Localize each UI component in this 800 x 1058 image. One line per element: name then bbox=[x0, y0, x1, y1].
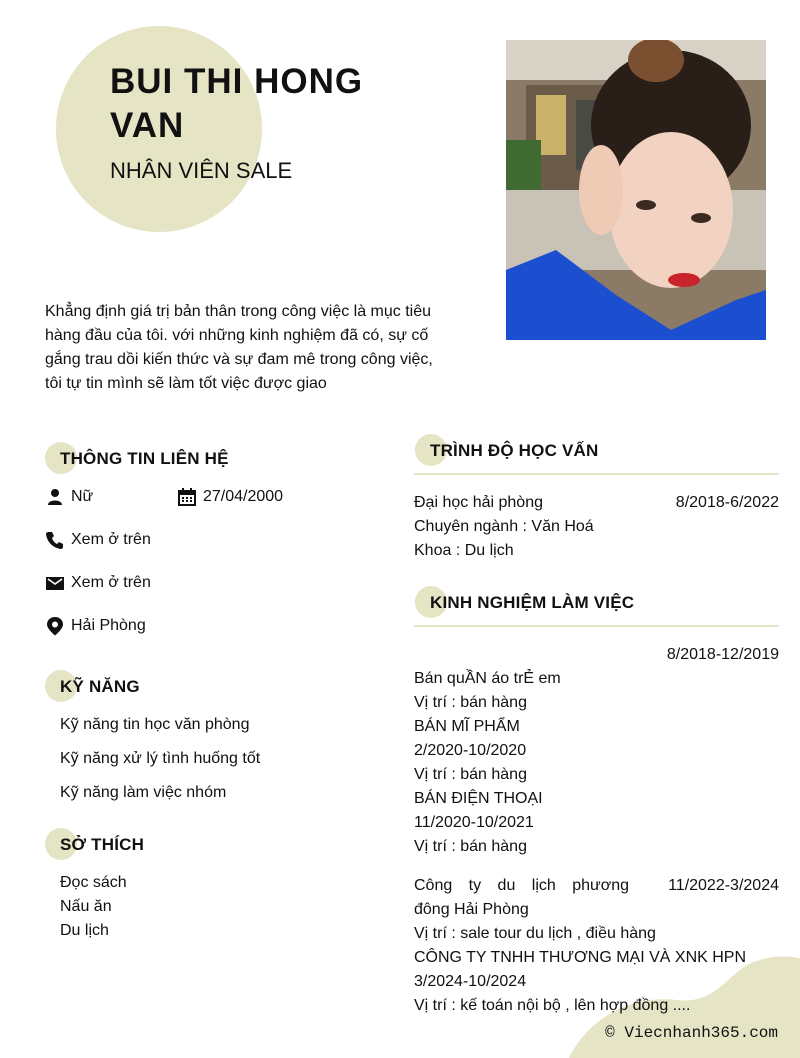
calendar-icon bbox=[177, 487, 197, 507]
objective-line: tôi tự tin mình sẽ làm tốt việc được giao bbox=[45, 375, 327, 392]
objective-line: Khẳng định giá trị bản thân trong công việc là mục tiêu bbox=[45, 303, 432, 320]
experience-period: 8/2018-12/2019 bbox=[666, 646, 779, 663]
experience-list bbox=[414, 667, 561, 859]
skills-heading-text: KỸ NĂNG bbox=[60, 677, 140, 696]
contact-gender bbox=[45, 487, 93, 507]
contact-phone bbox=[45, 530, 151, 550]
experience-line: Vị trí : bán hàng bbox=[414, 694, 527, 711]
experience-line: CÔNG TY TNHH THƯƠNG MẠI VÀ XNK HPN bbox=[414, 949, 747, 966]
experience-company-line bbox=[414, 874, 629, 898]
envelope-icon bbox=[45, 573, 65, 593]
skill-item: Kỹ năng tin học văn phòng bbox=[60, 716, 250, 733]
education-major: Chuyên ngành : Văn Hoá bbox=[414, 518, 594, 535]
experience-line: Vị trí : bán hàng bbox=[414, 766, 527, 783]
hobby-item: Du lịch bbox=[60, 922, 109, 939]
education-heading bbox=[430, 441, 598, 461]
contact-heading bbox=[60, 449, 229, 469]
location-pin-icon bbox=[45, 616, 65, 636]
hobby-item: Đọc sách bbox=[60, 874, 127, 891]
experience-company-period: 11/2022-3/2024 bbox=[668, 877, 779, 894]
hobbies-heading-text: SỞ THÍCH bbox=[60, 835, 145, 854]
experience-line: Bán quẦN áo trẺ em bbox=[414, 670, 561, 687]
candidate-name bbox=[110, 60, 410, 148]
phone-value: Xem ở trên bbox=[71, 531, 151, 548]
experience-line: Vị trí : kế toán nội bộ , lên hợp đồng .... bbox=[414, 997, 691, 1014]
name-line-2: VAN bbox=[110, 106, 185, 145]
address-value: Hải Phòng bbox=[71, 617, 146, 634]
contact-email bbox=[45, 573, 151, 593]
education-heading-text: TRÌNH ĐỘ HỌC VẤN bbox=[430, 441, 599, 460]
phone-icon bbox=[45, 530, 65, 550]
contact-heading-text: THÔNG TIN LIÊN HỆ bbox=[60, 449, 229, 468]
birthday-value: 27/04/2000 bbox=[203, 488, 284, 505]
job-title: NHÂN VIÊN SALE bbox=[110, 158, 293, 183]
experience-line: 11/2020-10/2021 bbox=[414, 814, 534, 831]
education-divider bbox=[414, 473, 779, 475]
experience-line: BÁN MĨ PHẨM bbox=[414, 718, 520, 735]
company-word: lịch bbox=[531, 877, 556, 894]
company-word: du bbox=[497, 877, 516, 894]
contact-birthday bbox=[177, 487, 283, 507]
experience-line: 2/2020-10/2020 bbox=[414, 742, 527, 759]
education-school: Đại học hải phòng bbox=[414, 494, 543, 511]
experience-list-2 bbox=[414, 898, 746, 1018]
skill-item: Kỹ năng xử lý tình huống tốt bbox=[60, 750, 261, 767]
experience-line: Vị trí : sale tour du lịch , điều hàng bbox=[414, 925, 656, 942]
person-icon bbox=[45, 487, 65, 507]
copyright-text: © Viecnhanh365.com bbox=[605, 1024, 778, 1042]
experience-heading bbox=[430, 593, 634, 613]
hobbies-heading bbox=[60, 835, 144, 855]
experience-line: 3/2024-10/2024 bbox=[414, 973, 527, 990]
objective-line: gắng trau dồi kiến thức và sự đam mê trong công việc, bbox=[45, 351, 433, 368]
profile-photo bbox=[506, 40, 766, 340]
career-objective bbox=[45, 300, 465, 396]
education-faculty: Khoa : Du lịch bbox=[414, 542, 514, 559]
skill-item: Kỹ năng làm việc nhóm bbox=[60, 784, 227, 801]
gender-value: Nữ bbox=[71, 488, 94, 505]
company-word: phương bbox=[572, 877, 629, 894]
objective-line: hàng đầu của tôi. với những kinh nghiệm đã có, sự cố bbox=[45, 327, 429, 344]
contact-address bbox=[45, 616, 146, 636]
experience-line: Vị trí : bán hàng bbox=[414, 838, 527, 855]
company-word: Công bbox=[414, 877, 453, 894]
skills-heading bbox=[60, 677, 140, 697]
email-value: Xem ở trên bbox=[71, 574, 151, 591]
experience-heading-text: KINH NGHIỆM LÀM VIỆC bbox=[430, 593, 635, 612]
experience-line: đông Hải Phòng bbox=[414, 901, 529, 918]
name-line-1: BUI THI HONG bbox=[110, 62, 364, 101]
hobby-item: Nấu ăn bbox=[60, 898, 112, 915]
experience-divider bbox=[414, 625, 779, 627]
company-word: ty bbox=[468, 877, 482, 894]
experience-line: BÁN ĐIỆN THOẠI bbox=[414, 790, 543, 807]
education-period: 8/2018-6/2022 bbox=[675, 494, 779, 511]
